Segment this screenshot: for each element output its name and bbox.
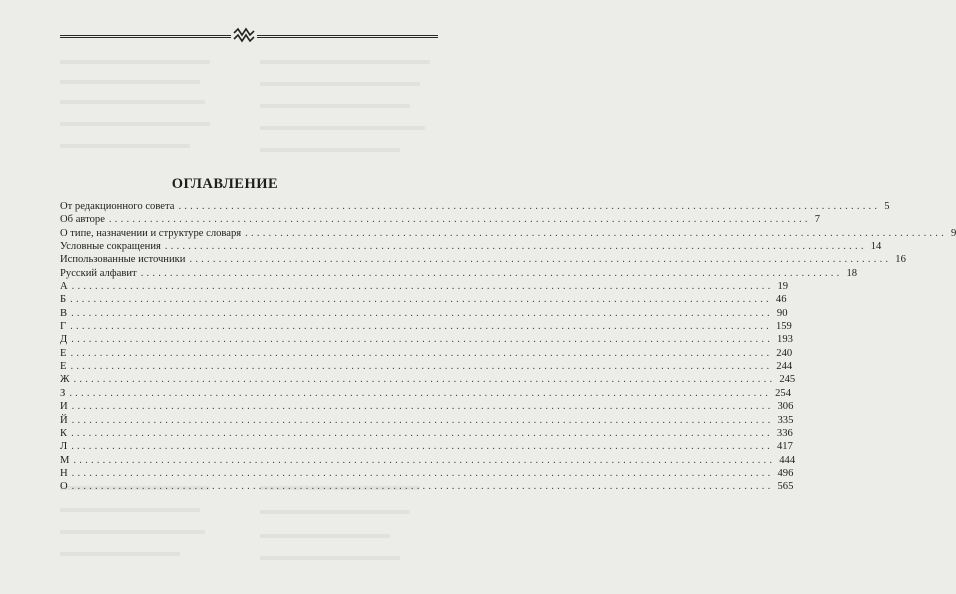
toc-letter-entry[interactable] — [60, 320, 792, 333]
dot-leader: ........................................................................................................................ — [73, 454, 776, 466]
toc-letter-page: 336 — [776, 427, 793, 439]
toc-entry[interactable] — [60, 253, 906, 266]
toc-letter-page: 244 — [776, 361, 793, 373]
toc-entry-label: Условные сокращения — [60, 241, 161, 253]
toc-letter-entry[interactable] — [60, 280, 789, 293]
toc-entry[interactable] — [60, 213, 821, 226]
toc-letter-entry[interactable] — [60, 414, 794, 427]
dot-leader: ........................................................................................................................ — [71, 467, 774, 479]
dot-leader: ........................................................................................................................ — [140, 267, 843, 279]
toc-letter-entry[interactable] — [60, 467, 794, 480]
toc-letter-entry[interactable] — [60, 307, 788, 320]
toc-letter-page: 90 — [776, 307, 788, 319]
toc-letter-label: О — [60, 481, 68, 493]
toc-letter-label: Д — [60, 334, 68, 346]
toc-letter-page: 417 — [777, 441, 793, 453]
toc-entry[interactable] — [60, 227, 956, 240]
toc-letter-page: 496 — [777, 467, 794, 479]
toc-letter-page: 19 — [777, 281, 789, 293]
toc-entry-page: 9 — [950, 227, 956, 239]
toc-letter-entry[interactable] — [60, 360, 793, 373]
toc-letter-page: 444 — [779, 454, 796, 466]
toc-entry-page: 7 — [814, 214, 821, 226]
toc-entry-page: 14 — [870, 241, 882, 253]
toc-entry-label: Об авторе — [60, 214, 105, 226]
toc-letter-entry[interactable] — [60, 427, 793, 440]
toc-letter-page: 245 — [779, 374, 796, 386]
toc-letter-entry[interactable] — [60, 400, 794, 413]
toc-letter-page: 335 — [777, 414, 794, 426]
zigzag-ornament-icon — [231, 28, 257, 44]
dot-leader: ........................................................................................................................ — [71, 334, 774, 346]
toc-letter-label: Ж — [60, 374, 70, 386]
toc-letter-page: 46 — [775, 294, 787, 306]
toc-letter-page: 193 — [777, 334, 793, 346]
toc-entry-label: О типе, назначении и структуре словаря — [60, 227, 242, 239]
toc-letter-label: Й — [60, 414, 68, 426]
toc-entry[interactable] — [60, 200, 890, 213]
toc-letter-label: Б — [60, 294, 67, 306]
toc-letter-entry[interactable] — [60, 454, 796, 467]
toc-letter-page: 240 — [776, 347, 793, 359]
dot-leader: ........................................................................................................................ — [70, 294, 772, 306]
dot-leader: ........................................................................................................................ — [71, 401, 774, 413]
toc-letter-entry[interactable] — [60, 293, 787, 306]
dot-leader: ........................................................................................................................ — [71, 414, 774, 426]
dot-leader: ........................................................................................................................ — [71, 427, 773, 439]
toc-letter-label: А — [60, 281, 68, 293]
toc-title: ОГЛАВЛЕНИЕ — [171, 176, 279, 192]
toc-letter-entry[interactable] — [60, 440, 793, 453]
toc-letter-label: Е — [60, 361, 67, 373]
dot-leader: ........................................................................................................................ — [73, 374, 776, 386]
dot-leader: ........................................................................................................................ — [189, 254, 892, 266]
toc-entry-page: 5 — [884, 201, 890, 212]
toc-entry[interactable] — [60, 240, 882, 253]
dot-leader: ........................................................................................................................ — [70, 347, 773, 359]
dot-leader: ........................................................................................................................ — [70, 321, 772, 333]
dot-leader: ........................................................................................................................ — [71, 281, 774, 293]
dot-leader: ........................................................................................................................ — [71, 441, 773, 453]
toc-letter-label: И — [60, 401, 68, 413]
dot-leader: ........................................................................................................................ — [70, 361, 773, 373]
toc-entry-page: 18 — [846, 267, 858, 279]
toc-letter-label: Л — [60, 441, 68, 453]
toc-letter-label: З — [60, 387, 66, 399]
toc-letter-entry[interactable] — [60, 333, 793, 346]
toc-letter-entry[interactable] — [60, 373, 796, 386]
toc-entry-page: 16 — [895, 254, 906, 266]
toc-letter-label: Г — [60, 321, 67, 333]
toc-letter-page: 159 — [775, 321, 792, 333]
toc-entry-label: Использованные источники — [60, 254, 186, 266]
toc-entry[interactable] — [60, 267, 858, 280]
dot-leader: ........................................................................................................................ — [71, 481, 774, 493]
toc-letter-entry[interactable] — [60, 387, 792, 400]
toc-letter-label: Н — [60, 467, 68, 479]
dot-leader: ........................................................................................................................ — [245, 227, 947, 239]
toc-letter-page: 306 — [777, 401, 794, 413]
toc-letter-page: 254 — [775, 387, 792, 399]
dot-leader: ........................................................................................................................ — [69, 387, 772, 399]
toc-letter-entry[interactable] — [60, 480, 794, 493]
table-of-contents — [60, 200, 956, 494]
toc-letter-label: Е — [60, 347, 67, 359]
toc-entry-label: Русский алфавит — [60, 267, 137, 279]
toc-letter-label: М — [60, 454, 70, 466]
toc-letter-page: 565 — [777, 481, 794, 493]
toc-letter-label: В — [60, 307, 68, 319]
dot-leader: ........................................................................................................................ — [164, 241, 867, 253]
dot-leader: ........................................................................................................................ — [178, 201, 881, 212]
toc-letter-entry[interactable] — [60, 347, 793, 360]
dot-leader: ........................................................................................................................ — [108, 214, 811, 226]
dot-leader: ........................................................................................................................ — [71, 307, 773, 319]
toc-entry-label: От редакционного совета — [60, 201, 175, 212]
toc-letter-label: К — [60, 427, 68, 439]
